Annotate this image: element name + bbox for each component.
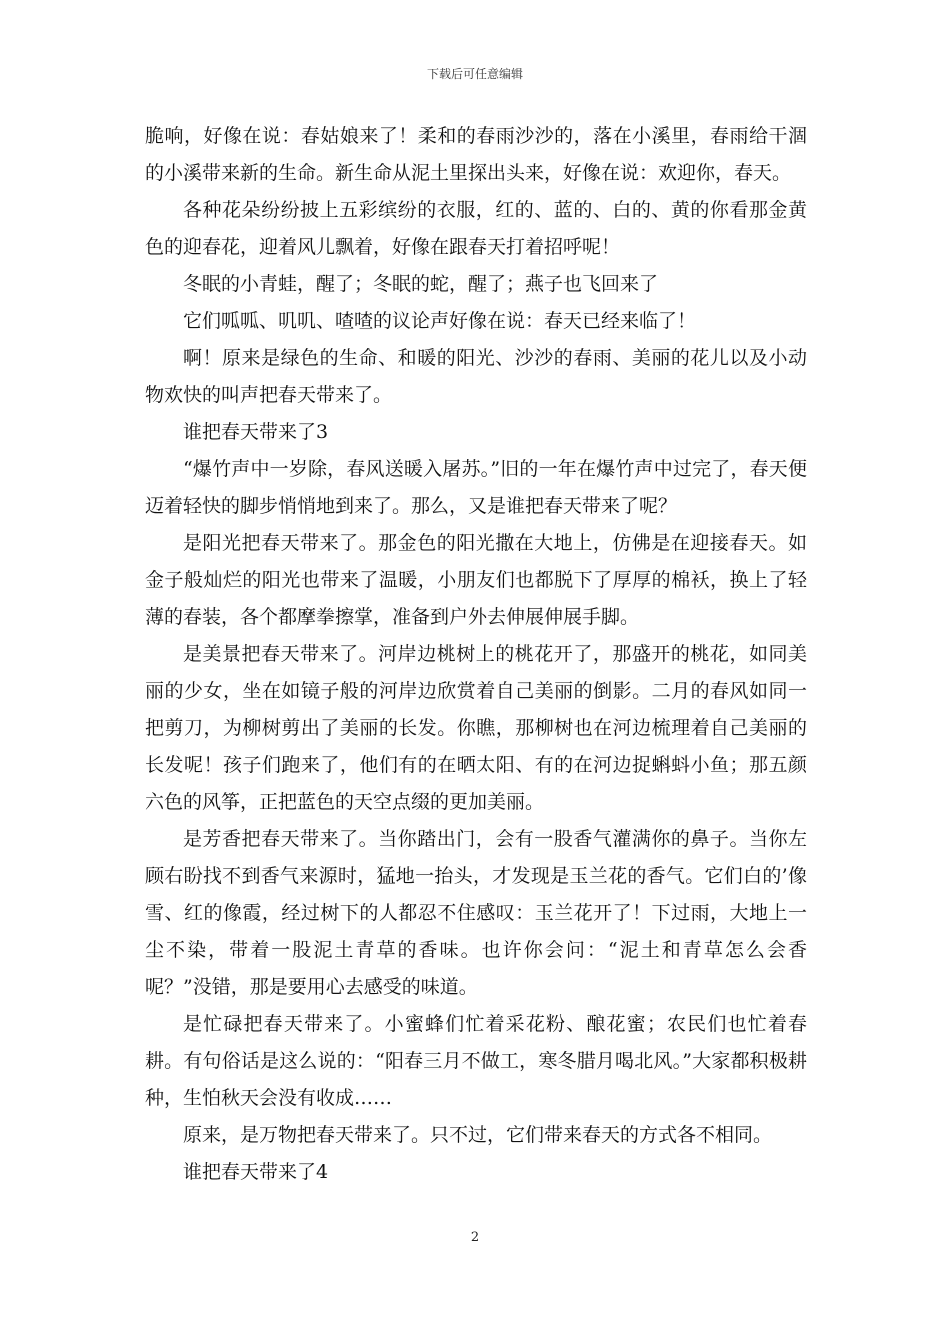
paragraph: 它们呱呱、叽叽、喳喳的议论声好像在说：春天已经来临了！ bbox=[183, 310, 697, 332]
page-header: 下载后可任意编辑 bbox=[426, 67, 523, 81]
paragraph: 各种花朵纷纷披上五彩缤纷的衣服，红的、蓝的、白的、黄的你看那金黄色的迎春花，迎着风儿飘着，好像在跟春天打着招呼呢！ bbox=[145, 199, 807, 258]
document-body bbox=[145, 118, 807, 1191]
page-number: 2 bbox=[470, 1230, 480, 1245]
paragraph: 原来，是万物把春天带来了。只不过，它们带来春天的方式各不相同。 bbox=[183, 1124, 773, 1146]
section-title: 谁把春天带来了4 bbox=[183, 1161, 329, 1183]
section-title: 谁把春天带来了3 bbox=[183, 421, 329, 443]
paragraph-continuation: 脆响，好像在说：春姑娘来了！柔和的春雨沙沙的，落在小溪里，春雨给干涸的小溪带来新的生命。新生命从泥土里探出头来，好像在说：欢迎你，春天。 bbox=[145, 125, 807, 184]
paragraph: “爆竹声中一岁除，春风送暖入屠苏。”旧的一年在爆竹声中过完了，春天便迈着轻快的脚步悄悄地到来了。那么，又是谁把春天带来了呢？ bbox=[145, 458, 807, 517]
paragraph: 是美景把春天带来了。河岸边桃树上的桃花开了，那盛开的桃花，如同美丽的少女，坐在如镜子般的河岸边欣赏着自己美丽的倒影。二月的春风如同一把剪刀，为柳树剪出了美丽的长发。你瞧，那柳树也在河边梳理着自己美丽的长发呢！孩子们跑来了，他们有的在晒太阳、有的在河边捉蝌蚪小鱼；那五颜六色的风筝，正把蓝色的天空点缀的更加美丽。 bbox=[145, 643, 807, 813]
paragraph: 冬眠的小青蛙，醒了；冬眠的蛇，醒了；燕子也飞回来了 bbox=[183, 273, 659, 295]
paragraph: 是忙碌把春天带来了。小蜜蜂们忙着采花粉、酿花蜜；农民们也忙着春耕。有句俗话是这么说的：“阳春三月不做工，寒冬腊月喝北风。”大家都积极耕种，生怕秋天会没有收成…… bbox=[145, 1013, 807, 1109]
paragraph: 是芳香把春天带来了。当你踏出门，会有一股香气灌满你的鼻子。当你左顾右盼找不到香气来源时，猛地一抬头，才发现是玉兰花的香气。它们白的’像雪、红的像霞，经过树下的人都忍不住感叹：玉兰花开了！下过雨，大地上一尘不染，带着一股泥土青草的香味。也许你会问：“泥土和青草怎么会香呢？”没错，那是要用心去感受的味道。 bbox=[145, 828, 807, 998]
paragraph: 啊！原来是绿色的生命、和暖的阳光、沙沙的春雨、美丽的花儿以及小动物欢快的叫声把春天带来了。 bbox=[145, 347, 807, 406]
paragraph: 是阳光把春天带来了。那金色的阳光撒在大地上，仿佛是在迎接春天。如金子般灿烂的阳光也带来了温暖，小朋友们也都脱下了厚厚的棉袄，换上了轻薄的春装，各个都摩拳擦掌，准备到户外去伸展伸展手脚。 bbox=[145, 532, 807, 628]
